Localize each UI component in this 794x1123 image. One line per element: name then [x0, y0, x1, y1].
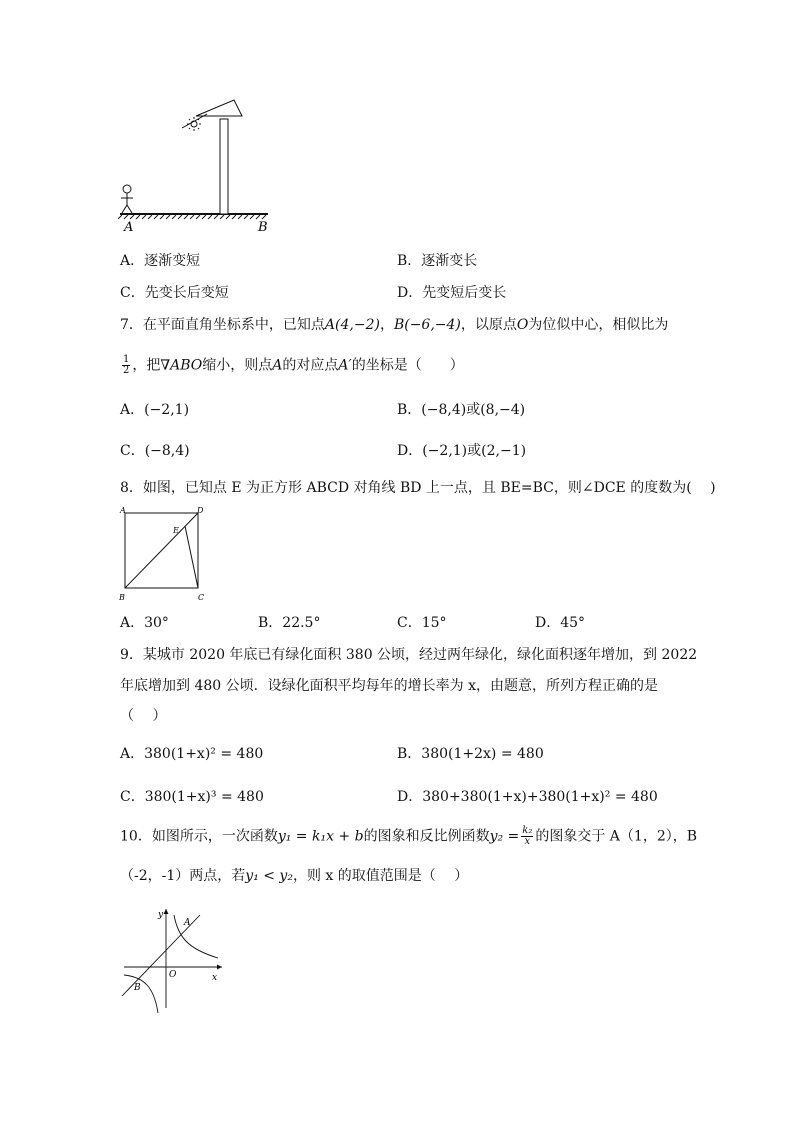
q10-text: 10．如图所示，一次函数	[120, 828, 278, 845]
q7-option-d[interactable]: D．(−2,1)或(2,−1)	[397, 443, 527, 459]
q8-label-e: E	[173, 526, 179, 535]
q8-stem: 8．如图，已知点 E 为正方形 ABCD 对角线 BD 上一点，且 BE=BC，则∠DCE 的度数为( )	[120, 480, 716, 496]
q6-figure	[110, 92, 280, 234]
q6-option-b[interactable]: B．逐渐变长	[397, 253, 478, 269]
q10-figure	[118, 903, 230, 1015]
q8-label-b: B	[119, 593, 125, 602]
ground-hatching	[118, 215, 266, 219]
q10-inverse-lhs: y₂ =	[489, 828, 520, 845]
x-axis-arrow-icon	[217, 965, 222, 970]
q10-linear-function: y₁ = k₁x + b	[277, 828, 364, 845]
q10-text: （-2，-1）两点，若	[120, 868, 246, 884]
hyperbola-branch-first	[174, 915, 218, 958]
q10-inverse-fraction: $\frac{\text{k₂}}{x}$	[522, 825, 533, 847]
segment-ce	[185, 526, 198, 588]
q7-triangle: ∇ABO	[160, 357, 203, 374]
q8-label-a: A	[120, 506, 126, 515]
q7-text: 7．在平面直角坐标系中，已知点	[120, 317, 325, 333]
q8-option-d[interactable]: D．45°	[535, 615, 586, 631]
q10-stem-line2	[120, 866, 468, 886]
q6-option-d[interactable]: D．先变短后变长	[397, 285, 507, 301]
lamp-post	[220, 119, 228, 214]
q9-stem-line1: 9．某城市 2020 年底已有绿化面积 380 公顷，经过两年绿化，绿化面积逐年增加，到 2022	[120, 647, 698, 663]
q7-stem-line1: 7．在平面直角坐标系中，已知点A(4,−2)，B(−6,−4)，以原点O为位似中心，相似比为	[120, 317, 669, 333]
y-axis-arrow-icon	[164, 909, 169, 914]
q7-option-a[interactable]: A．(−2,1)	[120, 402, 190, 418]
q7-text: 缩小，则点	[202, 357, 273, 374]
q9-stem-line3: （ ）	[120, 708, 167, 724]
q8-option-c[interactable]: C．15°	[397, 615, 447, 631]
q8-figure	[115, 503, 215, 603]
q7-text: 为位似中心，相似比为	[528, 317, 669, 333]
q9-option-d[interactable]: D．380+380(1+x)+380(1+x)² = 480	[397, 789, 658, 805]
q6-label-a: A	[124, 220, 134, 234]
q7-text: 的坐标是（ ）	[351, 357, 464, 374]
q7-point-label: A	[272, 357, 283, 374]
person-icon	[121, 185, 133, 213]
q7-text: ，把	[132, 357, 161, 374]
q9-stem-line2: 年底增加到 480 公顷．设绿化面积平均每年的增长率为 x，由题意，所列方程正确的是	[120, 678, 658, 694]
q10-stem-line1	[120, 826, 697, 847]
q10-text: 的图象交于 A（1，2），B	[535, 828, 698, 845]
q7-option-b[interactable]: B．(−8,4)或(8,−4)	[397, 402, 526, 418]
q8-option-a[interactable]: A．30°	[120, 615, 169, 631]
q7-point-b: B(−6,−4)	[393, 317, 461, 333]
q9-option-b[interactable]: B．380(1+2x) = 480	[397, 746, 544, 762]
q7-point-a: A(4,−2)	[324, 317, 380, 333]
q10-label-x: x	[212, 973, 218, 983]
q8-label-d: D	[197, 506, 204, 515]
hyperbola-branch-third	[124, 975, 158, 1013]
q7-option-c[interactable]: C．(−8,4)	[120, 443, 190, 459]
q10-label-y: y	[158, 910, 164, 920]
q7-origin: O	[516, 317, 529, 333]
q10-label-a: A	[184, 918, 191, 928]
q8-label-c: C	[198, 593, 205, 602]
q7-ratio: $\frac{1}{2}$	[123, 354, 130, 376]
diagonal-bd	[125, 513, 198, 588]
q7-stem-line2	[120, 355, 464, 376]
q7-text: 的对应点	[282, 357, 339, 374]
q6-option-c[interactable]: C．先变长后变短	[120, 285, 229, 301]
q10-label-o: O	[169, 970, 177, 980]
q6-label-b: B	[258, 220, 268, 234]
lamp-head	[196, 100, 242, 116]
q7-point-prime: A′	[338, 357, 352, 374]
q9-option-a[interactable]: A．380(1+x)² = 480	[120, 746, 264, 762]
q9-option-c[interactable]: C．380(1+x)³ = 480	[120, 789, 264, 805]
q8-option-b[interactable]: B．22.5°	[258, 615, 321, 631]
q6-option-a[interactable]: A．逐渐变短	[120, 253, 201, 269]
q10-inequality: y₁ < y₂	[245, 868, 293, 884]
q7-text: ，以原点	[460, 317, 517, 333]
q10-text: 的图象和反比例函数	[363, 828, 490, 845]
q10-label-b: B	[134, 983, 141, 993]
q10-text: ，则 x 的取值范围是（ ）	[292, 868, 469, 884]
